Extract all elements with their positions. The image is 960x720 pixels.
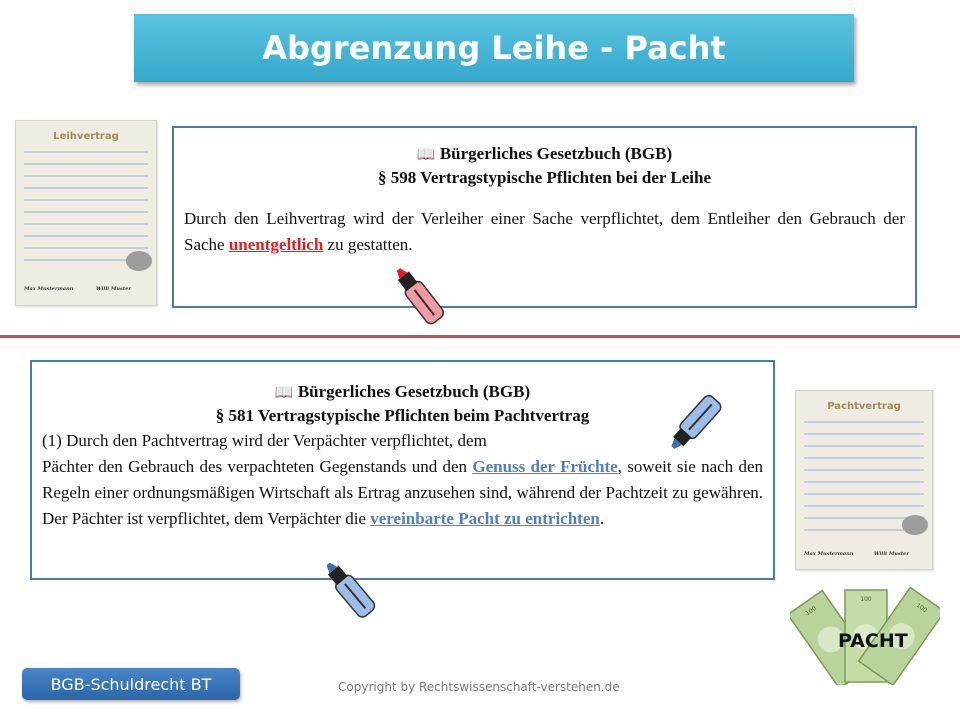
pachtvertrag-doc-title: Pachtvertrag [827, 401, 901, 412]
signature-left: Max Mustermann [24, 286, 74, 292]
seal-icon [126, 251, 152, 271]
leihvertrag-doc-title: Leihvertrag [53, 131, 119, 142]
blue-highlighter-icon [655, 388, 735, 458]
leihvertrag-document-icon [15, 120, 157, 306]
highlight-unentgeltlich: unentgeltlich [228, 235, 324, 254]
pachtvertrag-document-icon [795, 390, 933, 570]
book-icon: 📖 [416, 145, 436, 163]
leihe-law-heading-2: § 598 Vertragstypische Pflichten bei der Leihe [377, 168, 712, 187]
pacht-law-heading-1: 📖 Bürgerliches Gesetzbuch (BGB) [274, 382, 531, 401]
pacht-law-text: Pächter den Gebrauch des verpachteten Gegenstands und den Genuss der Früchte, soweit sie nach den Regeln einer ordnungsmäßigen Wirtschaft als Ertrag anzusehen sind, während der Pachtzeit zu gewähren. Der Pächter ist verpflichtet, dem Verpächter die vereinbarte Pacht zu entrichten. [42, 457, 763, 528]
highlight-vereinbarte-pacht: vereinbarte Pacht zu entrichten [370, 509, 600, 528]
copyright-text: Copyright by Rechtswissenschaft-verstehen.de [338, 680, 620, 694]
pacht-law-line-1: (1) Durch den Pachtvertrag wird der Verpächter verpflichtet, dem [42, 431, 487, 450]
signature-right: Willi Muster [96, 286, 131, 292]
highlight-genuss-der-fruechte: Genuss der Früchte [472, 457, 618, 476]
signature-left: Max Mustermann [804, 551, 854, 557]
pacht-law-heading-2: § 581 Vertragstypische Pflichten beim Pachtvertrag [215, 406, 590, 425]
seal-icon [902, 515, 928, 535]
leihe-law-text: Durch den Leihvertrag wird der Verleiher einer Sache verpflichtet, dem Entleiher den Gebrauch der Sache unentgeltlich zu gestatten. [184, 209, 905, 254]
section-divider [0, 335, 960, 338]
leihe-law-heading-1: 📖 Bürgerliches Gesetzbuch (BGB) [416, 144, 673, 163]
red-highlighter-icon [392, 264, 448, 330]
title-banner [134, 14, 854, 82]
leihe-law-box [172, 126, 917, 308]
page-title: Abgrenzung Leihe - Pacht [262, 29, 726, 67]
note-value-label: 100 [914, 601, 929, 615]
signature-right: Willi Muster [874, 551, 909, 557]
note-value-label: 100 [860, 596, 872, 603]
book-icon: 📖 [274, 383, 294, 401]
pacht-label: PACHT [838, 630, 908, 652]
blue-highlighter-icon [318, 556, 382, 624]
note-value-label: 100 [804, 605, 818, 618]
course-button[interactable]: BGB-Schuldrecht BT [22, 668, 240, 700]
